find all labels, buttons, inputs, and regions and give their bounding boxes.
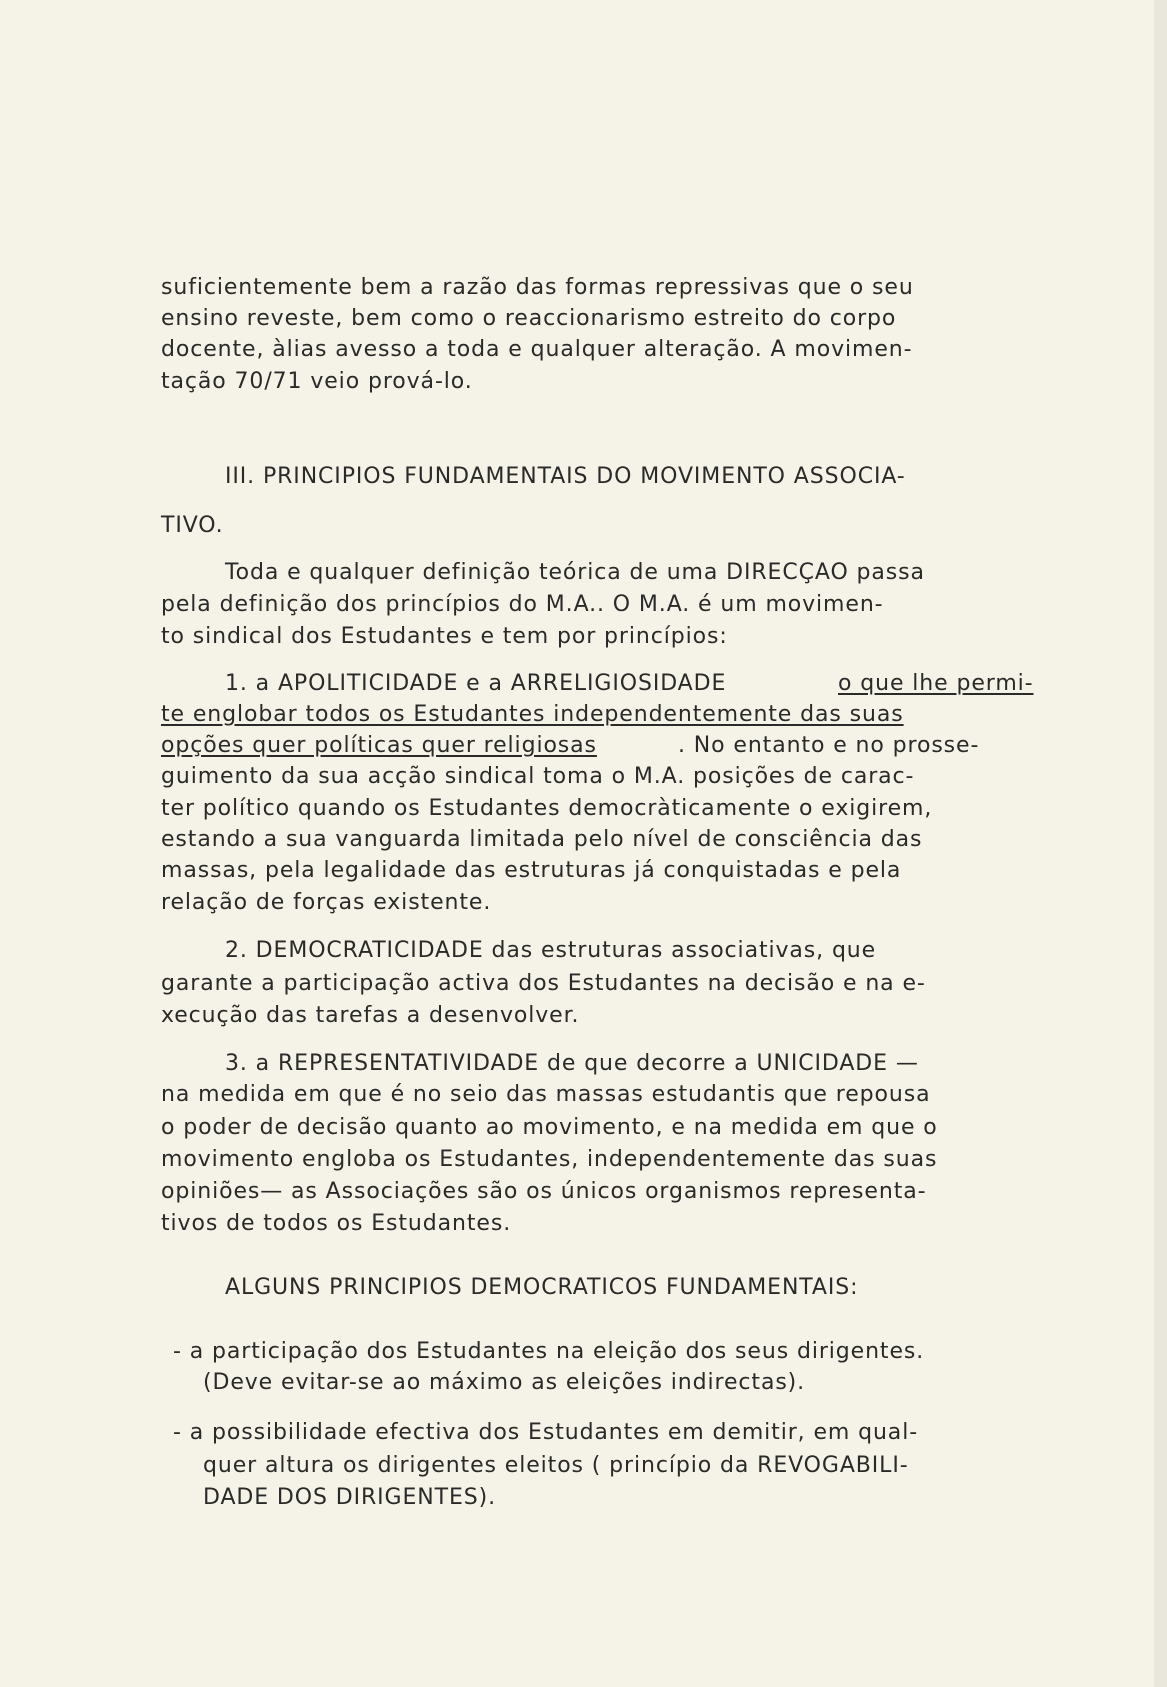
list-item-continued: quer altura os dirigentes eleitos ( princípio da REVOGABILI- xyxy=(203,1453,909,1478)
text-line: Toda e qualquer definição teórica de uma DIRECÇAO passa xyxy=(225,560,925,585)
underlined-text: opções quer políticas quer religiosas xyxy=(161,733,597,758)
text-line: xecução das tarefas a desenvolver. xyxy=(161,1003,580,1028)
text-line: massas, pela legalidade das estruturas já conquistadas e pela xyxy=(161,858,902,883)
list-item-continued: DADE DOS DIRIGENTES). xyxy=(203,1485,497,1510)
text-line: ter político quando os Estudantes democràticamente o exigirem, xyxy=(161,796,933,821)
text-line: guimento da sua acção sindical toma o M.A. posições de carac- xyxy=(161,764,915,789)
text-line: tação 70/71 veio prová-lo. xyxy=(161,369,473,394)
subsection-heading: ALGUNS PRINCIPIOS DEMOCRATICOS FUNDAMENTAIS: xyxy=(225,1275,859,1300)
text-line: ensino reveste, bem como o reaccionarismo estreito do corpo xyxy=(161,306,897,331)
principle-1-lead: 1. a APOLITICIDADE e a ARRELIGIOSIDADE xyxy=(225,671,727,696)
text-line: movimento engloba os Estudantes, independentemente das suas xyxy=(161,1147,938,1172)
list-item: - a participação dos Estudantes na eleição dos seus dirigentes. xyxy=(173,1339,925,1364)
text-line: tivos de todos os Estudantes. xyxy=(161,1211,512,1236)
text-line: garante a participação activa dos Estudantes na decisão e na e- xyxy=(161,971,926,996)
list-item-continued: (Deve evitar-se ao máximo as eleições indirectas). xyxy=(203,1370,806,1395)
text-line: o poder de decisão quanto ao movimento, e na medida em que o xyxy=(161,1115,938,1140)
text-line: estando a sua vanguarda limitada pelo nível de consciência das xyxy=(161,827,923,852)
text-line: suficientemente bem a razão das formas repressivas que o seu xyxy=(161,275,914,300)
list-item: - a possibilidade efectiva dos Estudantes em demitir, em qual- xyxy=(173,1420,919,1445)
text-line: pela definição dos princípios do M.A.. O M.A. é um movimen- xyxy=(161,592,884,617)
text-line: relação de forças existente. xyxy=(161,890,492,915)
page-edge xyxy=(1154,0,1167,1687)
text-line: . No entanto e no prosse- xyxy=(678,733,980,758)
underlined-text: te englobar todos os Estudantes independentemente das suas xyxy=(161,702,904,727)
principle-3: 3. a REPRESENTATIVIDADE de que decorre a UNICIDADE — xyxy=(225,1051,919,1076)
text-line: opiniões— as Associações são os únicos organismos representa- xyxy=(161,1179,927,1204)
text-line: na medida em que é no seio das massas estudantis que repousa xyxy=(161,1082,931,1107)
section-heading-continued: TIVO. xyxy=(161,513,224,538)
text-line: docente, àlias avesso a toda e qualquer alteração. A movimen- xyxy=(161,337,913,362)
section-heading: III. PRINCIPIOS FUNDAMENTAIS DO MOVIMENTO ASSOCIA- xyxy=(225,464,906,489)
text-line: to sindical dos Estudantes e tem por princípios: xyxy=(161,624,728,649)
underlined-text: o que lhe permi- xyxy=(838,671,1034,696)
principle-2: 2. DEMOCRATICIDADE das estruturas associativas, que xyxy=(225,938,877,963)
